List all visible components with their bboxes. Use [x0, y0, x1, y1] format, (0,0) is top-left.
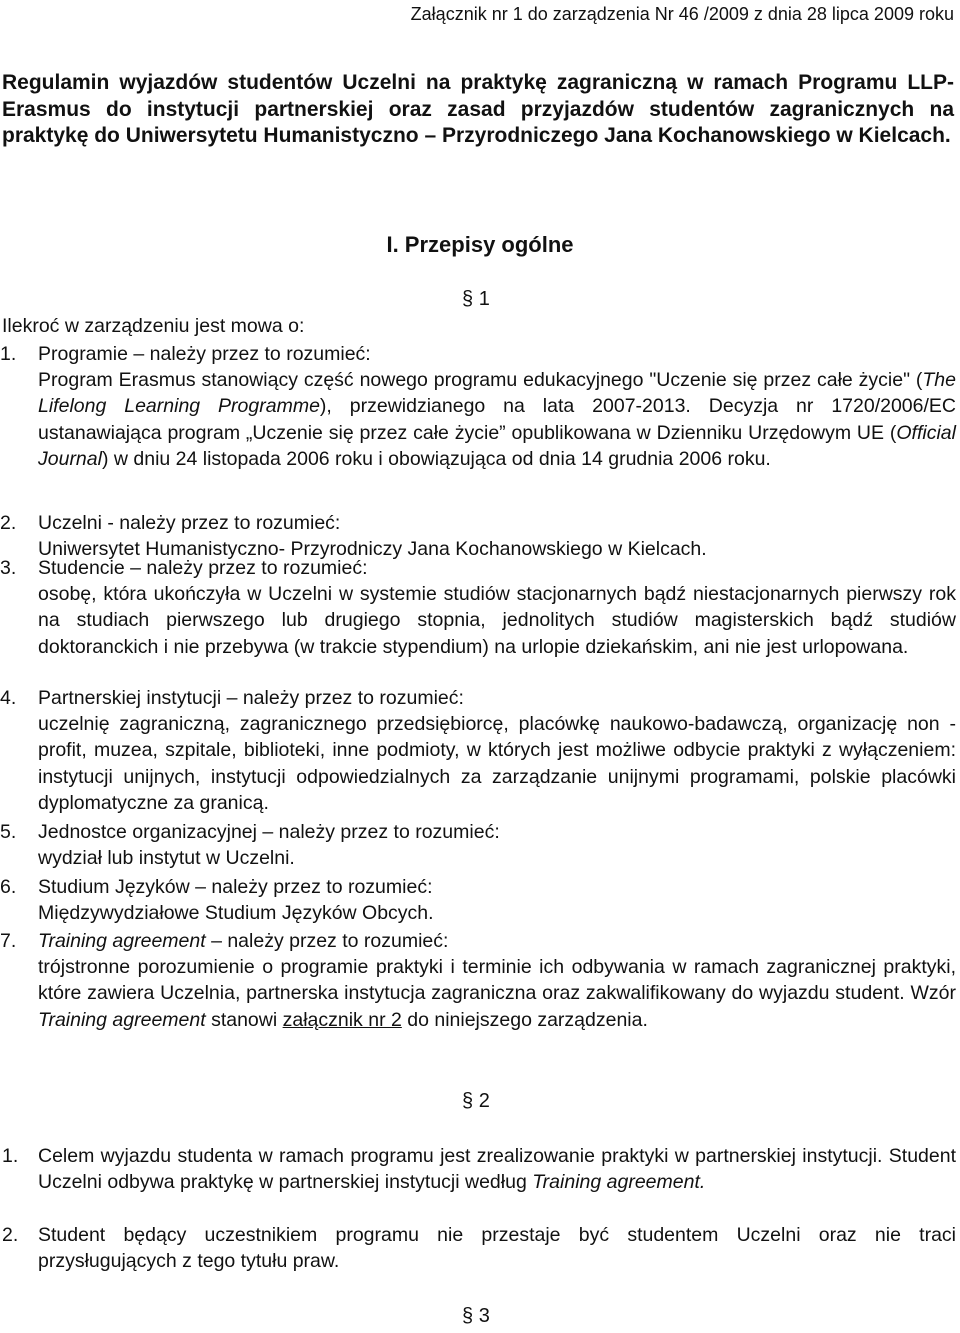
paragraph-number: 1 — [478, 288, 490, 310]
item-lead: Programie – należy przez to rozumieć: — [38, 343, 371, 365]
definition-item — [0, 685, 956, 816]
paragraph-number: 3 — [478, 1305, 490, 1327]
definition-item — [0, 928, 956, 1033]
paragraph-2-item — [2, 1222, 956, 1274]
item-number: 2. — [0, 512, 17, 534]
definition-item — [0, 819, 956, 871]
item-lead: Jednostce organizacyjnej – należy przez to rozumieć: — [38, 821, 500, 843]
item-lead-italic: Training agreement — [38, 930, 206, 952]
paragraph-1-mark — [462, 288, 490, 311]
item-number: 1. — [0, 343, 17, 365]
item-number: 5. — [0, 821, 17, 843]
item-lead: Uczelni - należy przez to rozumieć: — [38, 512, 341, 534]
paragraph-number: 2 — [478, 1090, 490, 1112]
item-number: 4. — [0, 687, 17, 709]
item-lead: Partnerskiej instytucji – należy przez to rozumieć: — [38, 687, 464, 709]
item-definition: osobę, która ukończyła w Uczelni w systemie studiów stacjonarnych bądź niestacjonarnych pierwszy rok na studiach pierwszego lub drugiego stopnia, jednolitych studiów magisterskich bądź studiów doktoranckich i nie przebywa (w trakcie stypendium) na urlopie dziekańskim, ani nie jest urlopowana. — [38, 583, 956, 658]
item-definition: wydział lub instytut w Uczelni. — [38, 847, 295, 870]
paragraph-1-intro: Ilekroć w zarządzeniu jest mowa o: — [2, 315, 305, 337]
item-number: 2. — [2, 1224, 19, 1246]
item-definition: Międzywydziałowe Studium Języków Obcych. — [38, 902, 434, 925]
item-definition: Uniwersytet Humanistyczno- Przyrodniczy Jana Kochanowskiego w Kielcach. — [38, 538, 707, 561]
paragraph-symbol: § — [462, 1090, 474, 1112]
definition-item — [0, 555, 956, 660]
definition-item — [0, 874, 956, 926]
item-lead: Studium Języków – należy przez to rozumieć: — [38, 876, 433, 898]
item-lead: Studencie – należy przez to rozumieć: — [38, 557, 368, 579]
document-title: Regulamin wyjazdów studentów Uczelni na praktykę zagraniczną w ramach Programu LLP- Erasmus do instytucji partnerskiej oraz zasad przyjazdów studentów zagranicznych na praktykę do Uniwersytetu Humanistyczno – Przyrodniczego Jana Kochanowskiego w Kielcach. — [2, 71, 954, 147]
item-text: Student będący uczestnikiem programu nie przestaje być studentem Uczelni oraz nie traci przysługujących z tego tytułu praw. — [38, 1224, 956, 1273]
item-text: Celem wyjazdu studenta w ramach programu jest zrealizowanie praktyki w partnerskiej instytucji. Student Uczelni odbywa praktykę w partnerskiej instytucji według Training agreement. — [38, 1145, 956, 1194]
item-number: 6. — [0, 876, 17, 898]
item-number: 7. — [0, 930, 17, 952]
paragraph-2-mark — [462, 1090, 490, 1113]
section-heading: I. Przepisy ogólne — [386, 232, 574, 257]
item-definition: Program Erasmus stanowiący część nowego programu edukacyjnego "Uczenie się przez całe życie" (The Lifelong Learning Programme), przewidzianego na lata 2007-2013. Decyzja nr 1720/2006/EC ustanawiająca program „Uczenie się przez całe życie” opublikowana w Dzienniku Urzędowym UE (Official Journal) w dniu 24 listopada 2006 roku i obowiązująca od dnia 14 grudnia 2006 roku. — [38, 369, 956, 470]
paragraph-symbol: § — [462, 288, 474, 310]
item-number: 3. — [0, 557, 17, 579]
definition-item — [0, 341, 956, 472]
paragraph-3-mark — [462, 1305, 490, 1328]
item-lead: – należy przez to rozumieć: — [205, 930, 449, 952]
item-definition: trójstronne porozumienie o programie praktyki i terminie ich odbywania w ramach zagranicznej praktyki, które zawiera Uczelnia, partnerska instytucja zagraniczna oraz zakwalifikowany do wyjazdu student. Wzór Training agreement stanowi załącznik nr 2 do niniejszego zarządzenia. — [38, 956, 956, 1031]
attachment-header: Załącznik nr 1 do zarządzenia Nr 46 /2009 z dnia 28 lipca 2009 roku — [410, 4, 954, 24]
item-number: 1. — [2, 1145, 19, 1167]
paragraph-2-item — [2, 1143, 956, 1195]
item-definition: uczelnię zagraniczną, zagranicznego przedsiębiorcę, placówkę naukowo-badawczą, organizację non - profit, muzea, szpitale, biblioteki, inne podmioty, w których jest możliwe odbycie praktyki z wyłączeniem: instytucji unijnych, instytucji odpowiedzialnych za zarządzanie unijnymi programami, polskie placówki dyplomatyczne za granicą. — [38, 713, 956, 814]
paragraph-symbol: § — [462, 1305, 474, 1327]
